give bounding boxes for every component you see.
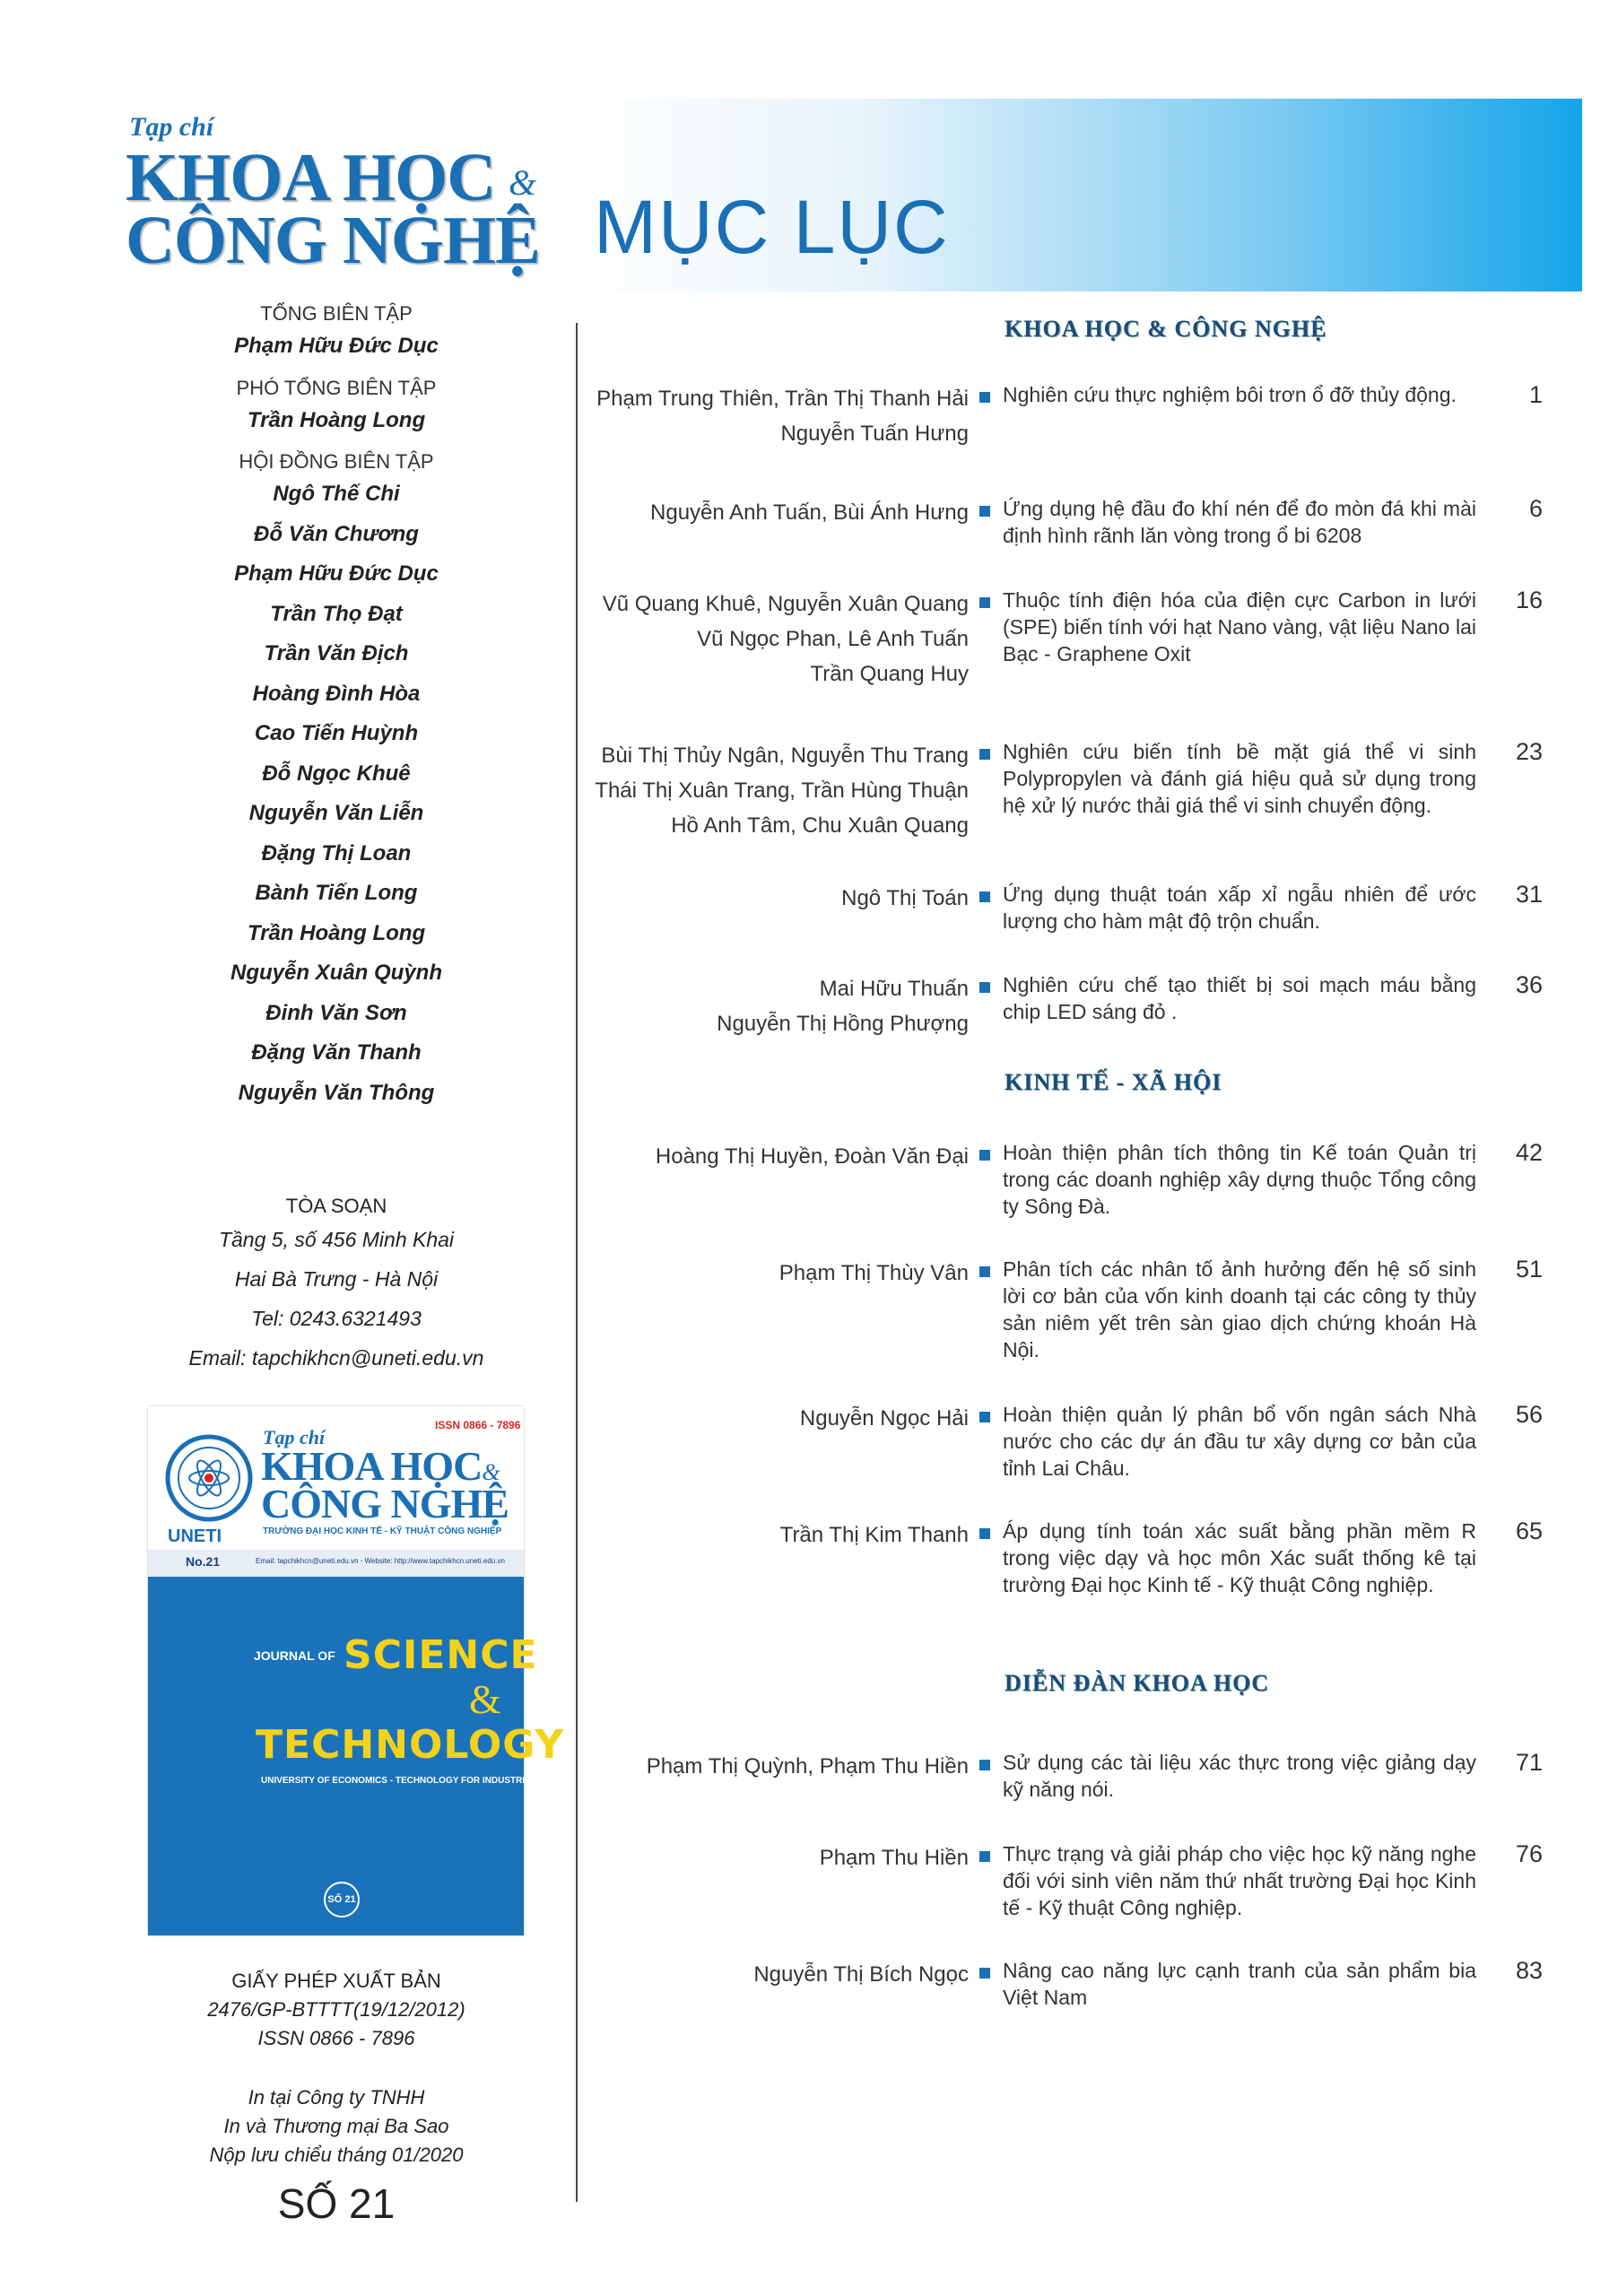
board-member: Bành Tiến Long [255,881,418,905]
entry-title[interactable]: Nghiên cứu chế tạo thiết bị soi mạch máu bằng chip LED sáng đỏ . [1003,973,1476,1023]
entry-page-number: 71 [1515,1749,1543,1776]
bullet-square-icon [979,392,990,403]
cover-uneti: UNETI [168,1526,222,1546]
entry-title[interactable]: Nâng cao năng lực cạnh tranh của sản phẩm bia Việt Nam [1003,1959,1476,2009]
bullet-square-icon [979,891,990,902]
printed-line-1: In tại Công ty TNHH [248,2086,425,2109]
entry-page-number: 65 [1515,1518,1543,1544]
entry-title[interactable]: Sử dụng các tài liệu xác thực trong việc giảng dạy kỹ năng nói. [1003,1751,1476,1801]
author-line: Nguyễn Anh Tuấn, Bùi Ánh Hưng [650,500,969,525]
entry-page-number: 6 [1528,495,1543,522]
author-line: Mai Hữu Thuấn [819,977,969,1001]
office-tel: Tel: 0243.6321493 [251,1307,422,1330]
board-member: Đỗ Ngọc Khuê [262,761,411,786]
uneti-logo-icon [164,1433,254,1523]
bullet-square-icon [979,1760,990,1770]
entry-authors [583,1256,969,1291]
author-line: Vũ Quang Khuê, Nguyễn Xuân Quang [602,592,969,616]
entry-authors [583,587,969,691]
entry-authors [583,1139,969,1174]
cover-title-1-text: KHOA HỌC [261,1443,483,1489]
author-line: Bùi Thị Thủy Ngân, Nguyễn Thu Trang [601,744,969,768]
bullet-square-icon [979,1528,990,1539]
board-member: Đỗ Văn Chương [254,521,419,546]
board-member: Ngô Thế Chi [273,482,400,506]
author-line: Phạm Thu Hiền [819,1846,969,1870]
cover-subtitle: TRƯỜNG ĐẠI HỌC KINH TẾ - KỸ THUẬT CÔNG NGHIỆP [263,1526,502,1536]
author-line: Hồ Anh Tâm, Chu Xuân Quang [671,813,969,838]
section-title: KINH TẾ - XÃ HỘI [1005,1069,1222,1095]
cover-tapchi: Tạp chí [263,1426,326,1448]
author-line: Vũ Ngọc Phan, Lê Anh Tuấn [697,627,969,651]
board-member: Đặng Văn Thanh [251,1040,422,1065]
license-issn: ISSN 0866 - 7896 [257,2027,415,2049]
author-line: Trần Thị Kim Thanh [779,1523,969,1547]
issue-number: SỐ 21 [277,2180,396,2227]
bullet-square-icon [979,1412,990,1422]
entry-page-number: 56 [1515,1401,1543,1428]
editor-in-chief: Phạm Hữu Đức Dục [234,334,439,358]
cover-university: UNIVERSITY OF ECONOMICS - TECHNOLOGY FOR INDUSTRIES [261,1776,537,1786]
author-line: Phạm Thị Thùy Vân [779,1261,969,1285]
cover-number: No.21 [186,1554,221,1569]
board-member: Trần Thọ Đạt [270,601,403,626]
license-number: 2476/GP-BTTTT(19/12/2012) [207,1998,465,2021]
cover-amp: & [482,1459,500,1485]
board-member: Trần Hoàng Long [247,920,426,945]
board-member: Đặng Thị Loan [261,840,412,865]
author-line: Phạm Thị Quỳnh, Phạm Thu Hiền [646,1754,969,1779]
entry-authors [583,1518,969,1552]
entry-authors [583,738,969,843]
cover-journal-of: JOURNAL OF [254,1648,335,1663]
board-member: Phạm Hữu Đức Dục [234,561,439,586]
board-member: Đinh Văn Sơn [265,1000,407,1025]
bullet-square-icon [979,506,990,517]
board-member: Nguyễn Văn Liễn [248,801,424,825]
entry-title[interactable]: Ứng dụng thuật toán xấp xỉ ngẫu nhiên để ước lượng cho hàm mật độ trộn chuẩn. [1003,883,1476,933]
entry-authors [583,881,969,916]
bullet-square-icon [979,1266,990,1277]
office-address-1: Tầng 5, số 456 Minh Khai [218,1228,455,1251]
author-line: Ngô Thị Toán [841,886,969,910]
entry-page-number: 16 [1515,587,1543,613]
cover-contact: Email: tapchikhcn@uneti.edu.vn - Website: http://www.tapchikhcn.uneti.edu.vn [256,1557,505,1565]
board-label: HỘI ĐỒNG BIÊN TẬP [239,450,434,473]
deputy-label: PHÓ TỔNG BIÊN TẬP [236,376,437,399]
office-address-2: Hai Bà Trưng - Hà Nội [234,1267,439,1291]
entry-title[interactable]: Nghiên cứu biến tính bề mặt giá thể vi sinh Polypropylen và đánh giá hiệu quả sử dụng trong hệ xử lý nước thải giá thể vi sinh chuyển động. [1003,740,1476,817]
editor-in-chief-label: TỔNG BIÊN TẬP [260,302,413,325]
entry-authors [583,1957,969,1992]
column-divider [576,323,578,2202]
cover-science: SCIENCE [344,1632,538,1678]
entry-page-number: 76 [1515,1840,1543,1867]
author-line: Nguyễn Thị Hồng Phượng [717,1012,969,1036]
entry-authors [583,1401,969,1436]
author-line: Trần Quang Huy [810,662,969,686]
page-title: MỤC LỤC [594,185,950,269]
bullet-square-icon [979,982,990,993]
publishing-license [157,1967,516,2053]
bullet-square-icon [979,1150,990,1161]
section-title: DIỄN ĐÀN KHOA HỌC [1005,1670,1270,1696]
entry-authors [583,381,969,451]
entry-authors [583,495,969,530]
author-line: Nguyễn Thị Bích Ngọc [753,1962,969,1987]
author-line: Nguyễn Tuấn Hưng [780,422,969,446]
office-label: TÒA SOẠN [285,1195,387,1217]
author-line: Phạm Trung Thiên, Trần Thị Thanh Hải [596,387,969,411]
editorial-staff [157,301,516,1113]
entry-authors [583,1749,969,1784]
entry-authors [583,971,969,1041]
masthead-amp: & [509,162,537,203]
board-member: Hoàng Đình Hòa [252,681,421,706]
cover-thumbnail [148,1406,565,1935]
author-line: Hoàng Thị Huyền, Đoàn Văn Đại [655,1144,969,1169]
bullet-square-icon [979,1851,990,1862]
entry-title[interactable]: Nghiên cứu thực nghiệm bôi trơn ổ đỡ thủy động. [1003,383,1457,406]
entry-page-number: 83 [1515,1957,1543,1984]
office-email: Email: tapchikhcn@uneti.edu.vn [188,1346,484,1370]
entry-page-number: 51 [1515,1256,1543,1283]
masthead-line1: KHOA HỌC [126,140,496,215]
editorial-office [157,1193,516,1378]
entry-title[interactable]: Ứng dụng hệ đầu đo khí nén để đo mòn đá khi mài định hình rãnh lăn vòng trong ổ bi 6208 [1003,497,1476,547]
printed-line-3: Nộp lưu chiểu tháng 01/2020 [209,2144,464,2166]
deputy-editor: Trần Hoàng Long [247,407,426,432]
cover-ampersand: & [469,1676,501,1722]
entry-title[interactable]: Thuộc tính điện hóa của điện cực Carbon in lưới (SPE) biến tính với hạt Nano vàng, vật liệu Nano lai Bạc - Graphene Oxit [1003,588,1476,665]
board-member: Trần Văn Địch [264,641,409,665]
license-label: GIẤY PHÉP XUẤT BẢN [231,1970,441,1992]
section-title: KHOA HỌC & CÔNG NGHỆ [1005,316,1327,342]
cover-issue-badge: SỐ 21 [324,1882,360,1918]
author-line: Nguyễn Ngọc Hải [799,1406,969,1431]
entry-authors [583,1840,969,1875]
entry-title[interactable]: Thực trạng và giải pháp cho việc học kỹ năng nghe đối với sinh viên năm thứ nhất trường Đại học Kinh tế - Kỹ thuật Công nghiệp. [1003,1842,1476,1919]
printed-line-2: In và Thương mại Ba Sao [223,2115,449,2137]
cover-issn: ISSN 0866 - 7896 [435,1419,521,1431]
printing-info [157,2083,516,2170]
entry-page-number: 36 [1515,971,1543,998]
bullet-square-icon [979,597,990,608]
bullet-square-icon [979,1968,990,1979]
board-member: Cao Tiến Huỳnh [254,721,419,745]
board-member: Nguyễn Xuân Quỳnh [230,961,442,985]
entry-page-number: 31 [1515,881,1543,908]
entry-page-number: 42 [1515,1139,1543,1166]
entry-page-number: 1 [1528,381,1543,408]
entry-title[interactable]: Phân tích các nhân tố ảnh hưởng đến hệ số sinh lời cơ bản của vốn kinh doanh tại các công ty thủy sản niêm yết trên sàn giao dịch chứng khoán Hà Nội. [1003,1257,1476,1361]
author-line: Thái Thị Xuân Trang, Trần Hùng Thuận [595,778,969,803]
entry-title[interactable]: Hoàn thiện quản lý phân bổ vốn ngân sách Nhà nước cho các dự án đầu tư xây dựng cơ bản của tỉnh Lai Châu. [1003,1403,1476,1480]
masthead-small: Tạp chí [129,112,214,142]
masthead-line2: CÔNG NGHỆ [126,203,540,278]
entry-title[interactable]: Hoàn thiện phân tích thông tin Kế toán Quản trị trong các doanh nghiệp xây dựng thuộc Tổng công ty Sông Đà. [1003,1141,1476,1218]
entry-title[interactable]: Áp dụng tính toán xác suất bằng phần mềm R trong việc dạy và học môn Xác suất thống kê tại trường Đại học Kinh tế - Kỹ thuật Công nghiệp. [1003,1519,1476,1596]
cover-title-2: CÔNG NGHỆ [261,1481,509,1526]
cover-technology: TECHNOLOGY [256,1722,565,1768]
bullet-square-icon [979,749,990,760]
entry-page-number: 23 [1515,738,1543,765]
board-member: Nguyễn Văn Thông [238,1080,435,1105]
